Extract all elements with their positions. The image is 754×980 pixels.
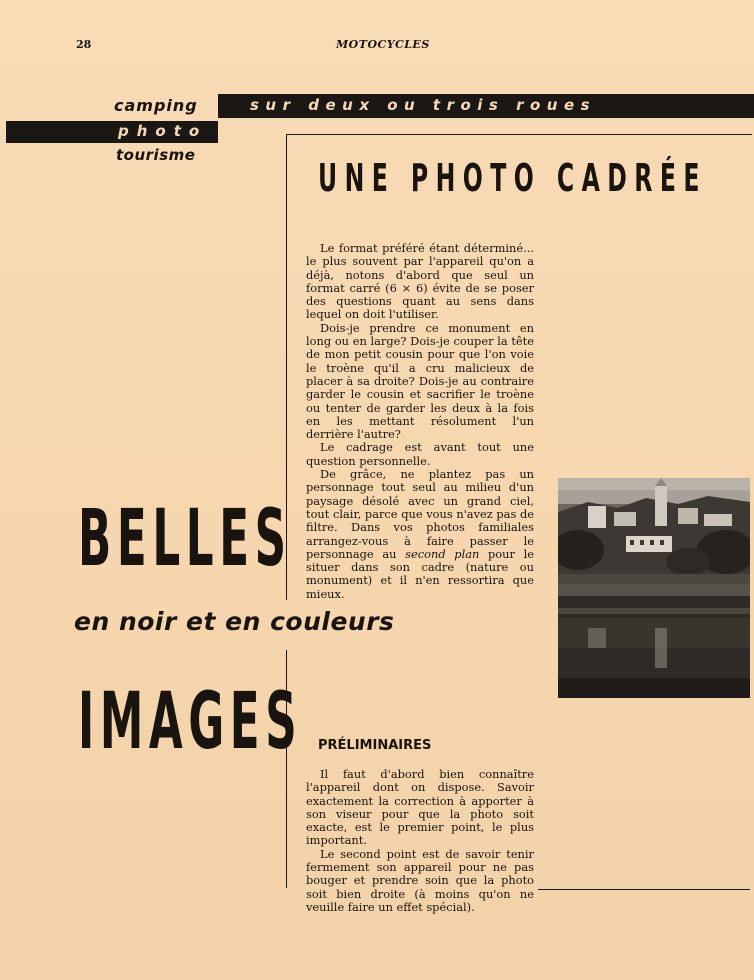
title-tagline: en noir et en couleurs	[74, 607, 395, 636]
title-word-images: IMAGES	[78, 677, 303, 767]
tag-camping: camping	[114, 96, 198, 115]
frame-rule-top	[286, 134, 752, 135]
village-river-photo-art	[558, 478, 750, 698]
title-word-belles: BELLES	[78, 494, 292, 584]
emphasis-second-plan: second plan	[405, 546, 480, 561]
paragraph-personnage	[306, 468, 534, 601]
paragraph-tenir: Le second point est de savoir tenir fermement son appareil pour ne pas bouger et prendre soin que la photo soit bien droite (à moins qu'on ne veuille faire un effet spécial).	[306, 846, 534, 914]
frame-rule-bottom	[538, 889, 750, 890]
tag-tourisme: tourisme	[116, 146, 196, 164]
page-number: 28	[76, 38, 92, 51]
paragraph-format: Le format préféré étant déterminé... le plus souvent par l'appareil qu'on a déjà, notons d'abord que seul un format carré (6 × 6) évite de se poser des questions quant au sens dans lequel on doit l'utiliser.	[306, 241, 534, 322]
paragraph-appareil: Il faut d'abord bien connaître l'appareil dont on dispose. Savoir exactement la correction à apporter à son viseur pour que la photo soit exacte, est le premier point, le plus important.	[306, 767, 534, 848]
section-heading: PRÉLIMINAIRES	[318, 738, 432, 753]
paragraph-cadrage: Le cadrage est avant tout une question personnelle.	[306, 440, 534, 468]
tag-photo: photo	[118, 122, 208, 140]
magazine-name: MOTOCYCLES	[336, 38, 430, 51]
paragraph-personnage-start: De grâce, ne plantez pas un personnage tout seul au milieu d'un paysage désolé avec un grand ciel, tout clair, parce que vous n'avez pas de filtre. Dans vos photos familiales arrangez-vous à faire passer le personnage au	[306, 467, 534, 561]
subtitle-band-text: sur deux ou trois roues	[250, 96, 597, 114]
paragraph-personnage-end: pour le situer dans son cadre (nature ou monument) et il n'en ressortira que mieux.	[306, 546, 534, 601]
intro-text-column	[306, 242, 534, 601]
section-text-column	[306, 768, 534, 914]
village-river-photo	[558, 478, 750, 698]
article-headline: UNE PHOTO CADRÉE	[318, 156, 707, 200]
paragraph-questions: Dois-je prendre ce monument en long ou en large? Dois-je couper la tête de mon petit cousin pour que l'on voie le troène qu'il a cru malicieux de placer à sa droite? Dois-je au contraire garder le cousin et sacrifier le troène ou tenter de garder les deux à la fois en les mettant résolument l'un derrière l'autre?	[306, 320, 534, 442]
